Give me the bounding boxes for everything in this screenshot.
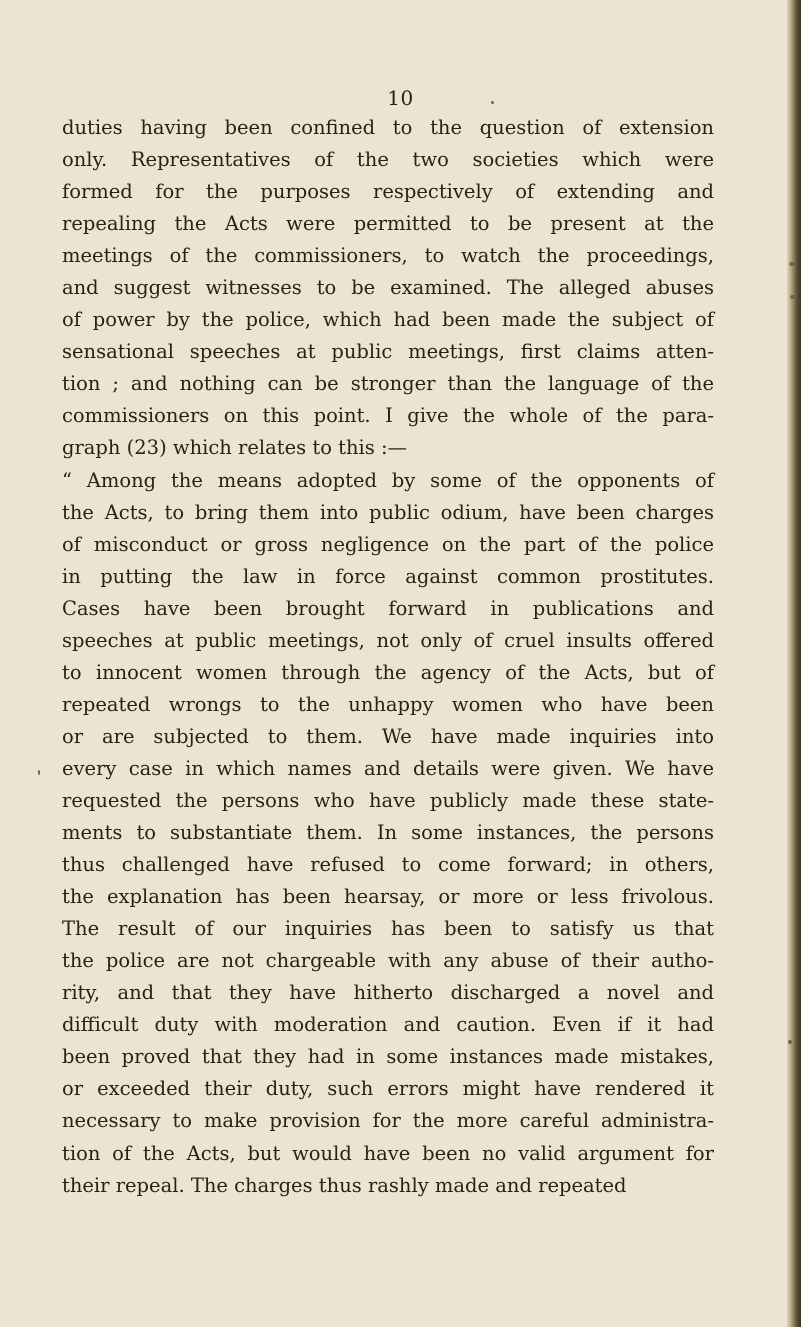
text-line: difficult duty with moderation and caution. Even if it had [62, 1013, 714, 1037]
text-line: formed for the purposes respectively of extending and [62, 180, 714, 204]
text-line: been proved that they had in some instances made mistakes, [62, 1045, 714, 1069]
print-speck [789, 262, 795, 266]
text-line: or exceeded their duty, such errors might have rendered it [62, 1077, 714, 1101]
text-line: meetings of the commissioners, to watch the proceedings, [62, 244, 714, 268]
text-line: commissioners on this point. I give the whole of the para- [62, 404, 714, 428]
text-line: the police are not chargeable with any abuse of their autho- [62, 949, 714, 973]
text-line: tion of the Acts, but would have been no valid argument for [62, 1141, 714, 1165]
text-line: in putting the law in force against common prostitutes. [62, 564, 714, 588]
text-line: repeated wrongs to the unhappy women who have been [62, 692, 714, 716]
text-line: sensational speeches at public meetings, first claims atten- [62, 340, 714, 364]
text-line: Cases have been brought forward in publications and [62, 596, 714, 620]
text-line: only. Representatives of the two societies which were [62, 148, 714, 172]
print-speck [491, 101, 494, 104]
text-line: tion ; and nothing can be stronger than the language of the [62, 372, 714, 396]
binding-edge [787, 0, 801, 1327]
text-line: and suggest witnesses to be examined. The alleged abuses [62, 276, 714, 300]
text-line: necessary to make provision for the more careful administra- [62, 1109, 714, 1133]
text-line: “ Among the means adopted by some of the opponents of [62, 468, 714, 492]
text-line: requested the persons who have publicly made these state- [62, 788, 714, 812]
text-line: speeches at public meetings, not only of cruel insults offered [62, 628, 714, 652]
text-line: repealing the Acts were permitted to be present at the [62, 212, 714, 236]
text-line: to innocent women through the agency of the Acts, but of [62, 660, 714, 684]
text-line: rity, and that they have hitherto discharged a novel and [62, 981, 714, 1005]
text-line: of misconduct or gross negligence on the part of the police [62, 532, 714, 556]
text-line: every case in which names and details were given. We have [62, 756, 714, 780]
text-line: graph (23) which relates to this :— [62, 436, 408, 460]
print-speck [38, 770, 40, 775]
text-line: of power by the police, which had been made the subject of [62, 308, 714, 332]
text-line: thus challenged have refused to come forward; in others, [62, 853, 714, 877]
print-speck [790, 295, 796, 299]
print-speck [788, 1040, 792, 1044]
text-line: ments to substantiate them. In some instances, the persons [62, 821, 714, 845]
page-number: 10 [387, 86, 414, 110]
body-text [62, 112, 714, 1202]
text-line: The result of our inquiries has been to satisfy us that [62, 917, 714, 941]
text-line: the Acts, to bring them into public odium, have been charges [62, 500, 714, 524]
text-line: or are subjected to them. We have made inquiries into [62, 724, 714, 748]
text-line: their repeal. The charges thus rashly made and repeated [62, 1173, 627, 1197]
text-line: duties having been confined to the question of extension [62, 116, 714, 139]
text-line: the explanation has been hearsay, or more or less frivolous. [62, 885, 714, 909]
